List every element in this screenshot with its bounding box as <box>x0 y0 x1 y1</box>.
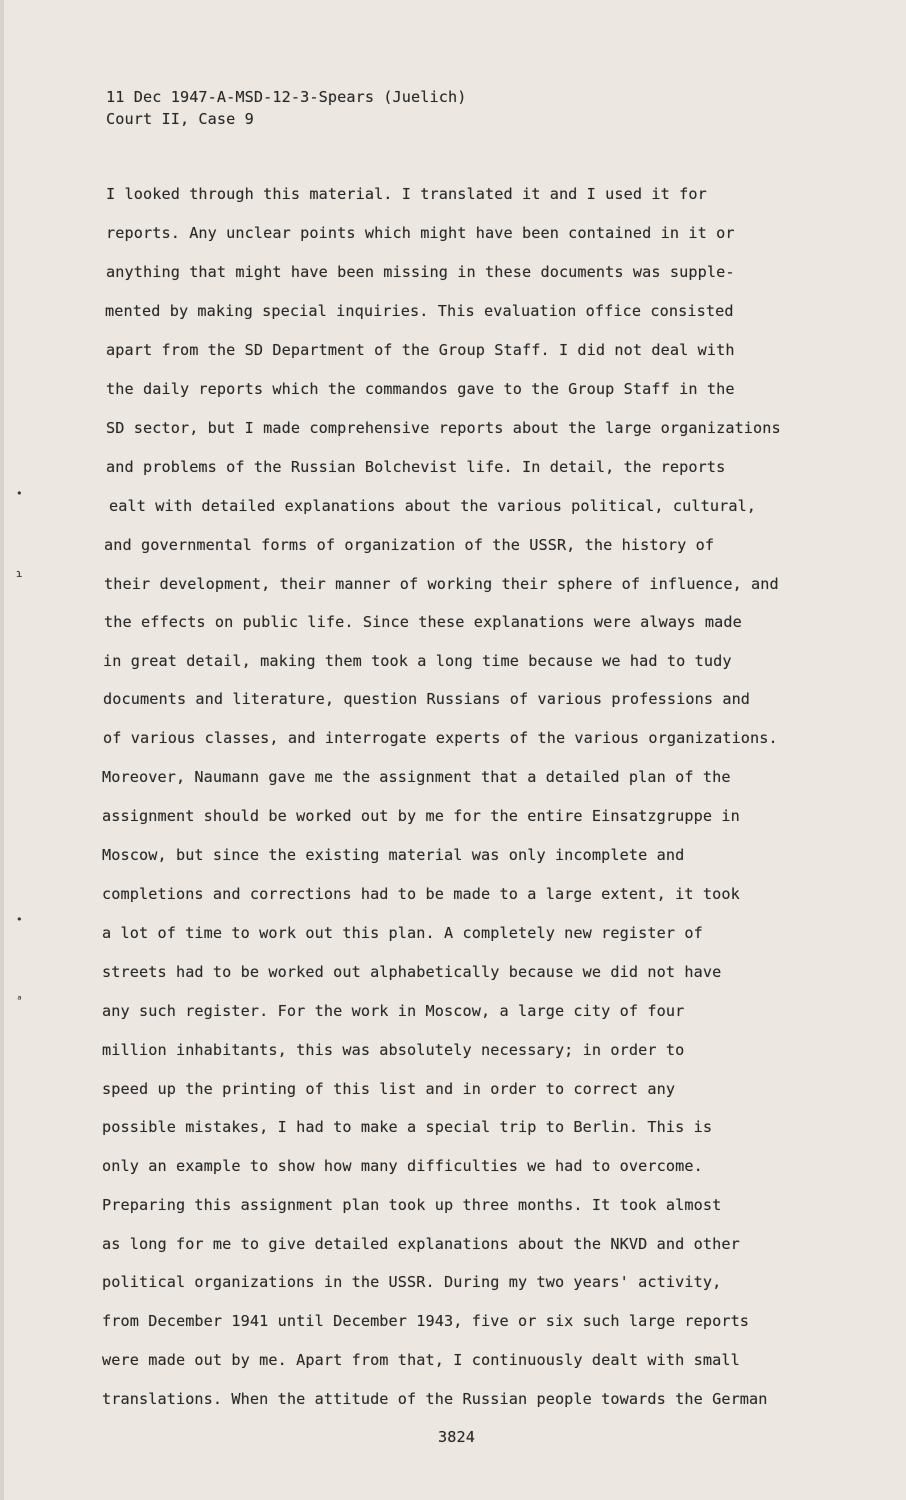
body-line: only an example to show how many difficulties we had to overcome. <box>102 1157 703 1175</box>
body-line: any such register. For the work in Moscow, a large city of four <box>102 1002 685 1020</box>
body-line: documents and literature, question Russians of various professions and <box>103 690 751 708</box>
body-line: apart from the SD Department of the Group Staff. I did not deal with <box>106 341 735 359</box>
body-line: ealt with detailed explanations about the various political, cultural, <box>109 497 757 515</box>
body-line: were made out by me. Apart from that, I continuously dealt with small <box>102 1351 740 1369</box>
body-line: and problems of the Russian Bolchevist life. In detail, the reports <box>106 458 726 476</box>
page-left-edge <box>0 0 4 1500</box>
body-line: reports. Any unclear points which might have been contained in it or <box>106 224 735 242</box>
body-line: as long for me to give detailed explanations about the NKVD and other <box>102 1235 740 1253</box>
margin-mark: • <box>16 913 23 926</box>
body-line: SD sector, but I made comprehensive reports about the large organizations <box>106 419 781 437</box>
body-line: speed up the printing of this list and in order to correct any <box>102 1080 676 1098</box>
page-number: 3824 <box>438 1428 475 1446</box>
header-line-2: Court II, Case 9 <box>106 110 254 128</box>
body-line: the daily reports which the commandos gave to the Group Staff in the <box>106 380 735 398</box>
body-line: and governmental forms of organization of the USSR, the history of <box>104 536 715 554</box>
body-line: I looked through this material. I translated it and I used it for <box>106 185 707 203</box>
body-line: possible mistakes, I had to make a special trip to Berlin. This is <box>102 1118 713 1136</box>
body-line: Moreover, Naumann gave me the assignment that a detailed plan of the <box>102 768 731 786</box>
margin-mark: ᵃ <box>16 993 23 1006</box>
margin-mark: ɿ <box>16 567 23 580</box>
body-line: anything that might have been missing in these documents was supple- <box>106 263 735 281</box>
header-line-1: 11 Dec 1947-A-MSD-12-3-Spears (Juelich) <box>106 88 467 106</box>
body-line: their development, their manner of working their sphere of influence, and <box>104 575 779 593</box>
body-line: streets had to be worked out alphabetically because we did not have <box>102 963 722 981</box>
body-line: Moscow, but since the existing material was only incomplete and <box>102 846 685 864</box>
body-line: political organizations in the USSR. During my two years' activity, <box>102 1273 722 1291</box>
document-header <box>106 86 467 130</box>
margin-mark: • <box>16 487 23 500</box>
body-line: translations. When the attitude of the Russian people towards the German <box>102 1390 768 1408</box>
body-line: the effects on public life. Since these explanations were always made <box>104 613 742 631</box>
body-line: a lot of time to work out this plan. A completely new register of <box>102 924 703 942</box>
body-line: Preparing this assignment plan took up three months. It took almost <box>102 1196 722 1214</box>
body-line: in great detail, making them took a long time because we had to tudy <box>103 652 732 670</box>
body-line: from December 1941 until December 1943, five or six such large reports <box>102 1312 750 1330</box>
body-line: assignment should be worked out by me for the entire Einsatzgruppe in <box>102 807 740 825</box>
body-line: of various classes, and interrogate experts of the various organizations. <box>103 729 778 747</box>
body-line: mented by making special inquiries. This evaluation office consisted <box>105 302 734 320</box>
body-line: completions and corrections had to be made to a large extent, it took <box>102 885 740 903</box>
body-line: million inhabitants, this was absolutely necessary; in order to <box>102 1041 685 1059</box>
